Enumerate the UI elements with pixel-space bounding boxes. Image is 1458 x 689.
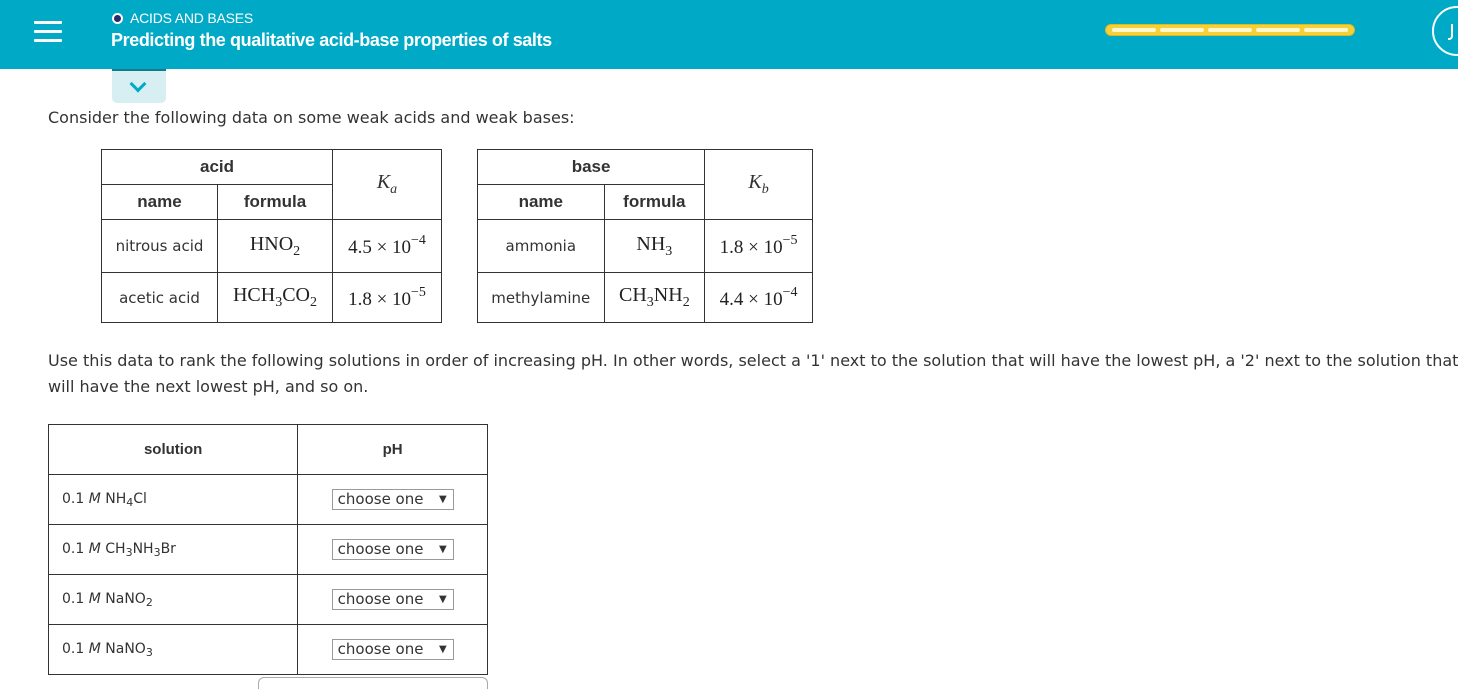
solution-cell: 0.1 M NaNO$_3$ xyxy=(49,625,298,675)
ph-rank-select[interactable]: choose one ▼ xyxy=(332,489,454,510)
topic-label xyxy=(112,8,253,28)
ph-rank-select[interactable]: choose one ▼ xyxy=(332,639,454,660)
hamburger-icon xyxy=(34,39,62,42)
kb-symbol: K xyxy=(748,171,762,193)
base-group-header: base xyxy=(478,150,705,185)
progress-segment xyxy=(1304,28,1348,32)
expand-tab[interactable] xyxy=(112,69,166,103)
kb-subscript: b xyxy=(761,182,769,197)
ph-cell xyxy=(298,525,488,575)
dropdown-arrow-icon: ▼ xyxy=(438,544,447,555)
table-row xyxy=(49,575,488,625)
intro-text: Consider the following data on some weak acids and weak bases: xyxy=(48,108,575,127)
help-button[interactable] xyxy=(1432,6,1458,56)
acid-formula-header: formula xyxy=(218,185,333,220)
progress-segment xyxy=(1160,28,1204,32)
ph-cell xyxy=(298,575,488,625)
table-row xyxy=(49,625,488,675)
menu-button[interactable] xyxy=(0,0,92,69)
ph-header: pH xyxy=(298,425,488,475)
table-row xyxy=(49,525,488,575)
acid-formula: $HCH_3CO_2$ xyxy=(218,273,333,323)
progress-segment xyxy=(1256,28,1300,32)
help-icon xyxy=(1448,24,1453,40)
ka-symbol: K xyxy=(376,171,391,193)
base-formula: $NH_3$ xyxy=(604,220,705,273)
ka-header xyxy=(333,150,442,220)
acid-formula: $HNO_2$ xyxy=(218,220,333,273)
dropdown-arrow-icon: ▼ xyxy=(438,594,447,605)
hamburger-icon xyxy=(34,21,62,24)
topic-dot-icon xyxy=(112,13,123,24)
acid-name-header: name xyxy=(102,185,218,220)
ph-rank-select[interactable]: choose one ▼ xyxy=(332,539,454,560)
kb-header xyxy=(705,150,813,220)
ph-cell xyxy=(298,475,488,525)
base-data-table xyxy=(477,149,813,323)
ph-cell xyxy=(298,625,488,675)
base-kb-value: $4.4 \times 10^{-4}$ xyxy=(705,273,813,323)
page-title: Predicting the qualitative acid-base properties of salts xyxy=(111,30,552,50)
instructions-text: Use this data to rank the following solutions in order of increasing pH. In other words, select a '1' next to the solution that will have the lowest pH, a '2' next to the solution that will have the next lowest pH, and so on. xyxy=(48,351,1458,396)
bottom-panel-tab[interactable] xyxy=(258,677,488,689)
acid-group-header: acid xyxy=(102,150,333,185)
hamburger-icon xyxy=(34,30,62,33)
base-name: methylamine xyxy=(478,273,605,323)
solution-header: solution xyxy=(49,425,298,475)
chevron-down-icon xyxy=(130,76,147,93)
dropdown-arrow-icon: ▼ xyxy=(438,494,447,505)
base-formula-header: formula xyxy=(604,185,705,220)
table-row xyxy=(49,475,488,525)
progress-segment xyxy=(1208,28,1252,32)
solution-cell: 0.1 M NaNO$_2$ xyxy=(49,575,298,625)
ph-rank-select[interactable]: choose one ▼ xyxy=(332,589,454,610)
acid-name: acetic acid xyxy=(102,273,218,323)
acid-data-table xyxy=(101,149,442,323)
ka-subscript: a xyxy=(390,182,398,197)
solution-cell: 0.1 M $NH_4Cl$ xyxy=(49,475,298,525)
acid-ka-value: $4.5 \times 10^{-4}$ xyxy=(333,220,442,273)
acid-name: nitrous acid xyxy=(102,220,218,273)
solution-cell: 0.1 M $CH_3NH_3Br$ xyxy=(49,525,298,575)
base-kb-value: $1.8 \times 10^{-5}$ xyxy=(705,220,813,273)
dropdown-arrow-icon: ▼ xyxy=(438,644,447,655)
progress-segment xyxy=(1112,28,1156,32)
base-name-header: name xyxy=(478,185,605,220)
acid-ka-value: $1.8 \times 10^{-5}$ xyxy=(333,273,442,323)
base-name: ammonia xyxy=(478,220,605,273)
base-formula: $CH_3NH_2$ xyxy=(604,273,705,323)
header-bar xyxy=(0,0,1458,69)
progress-bar xyxy=(1105,24,1355,36)
topic-text: ACIDS AND BASES xyxy=(130,10,254,26)
solution-ranking-table xyxy=(48,424,488,675)
